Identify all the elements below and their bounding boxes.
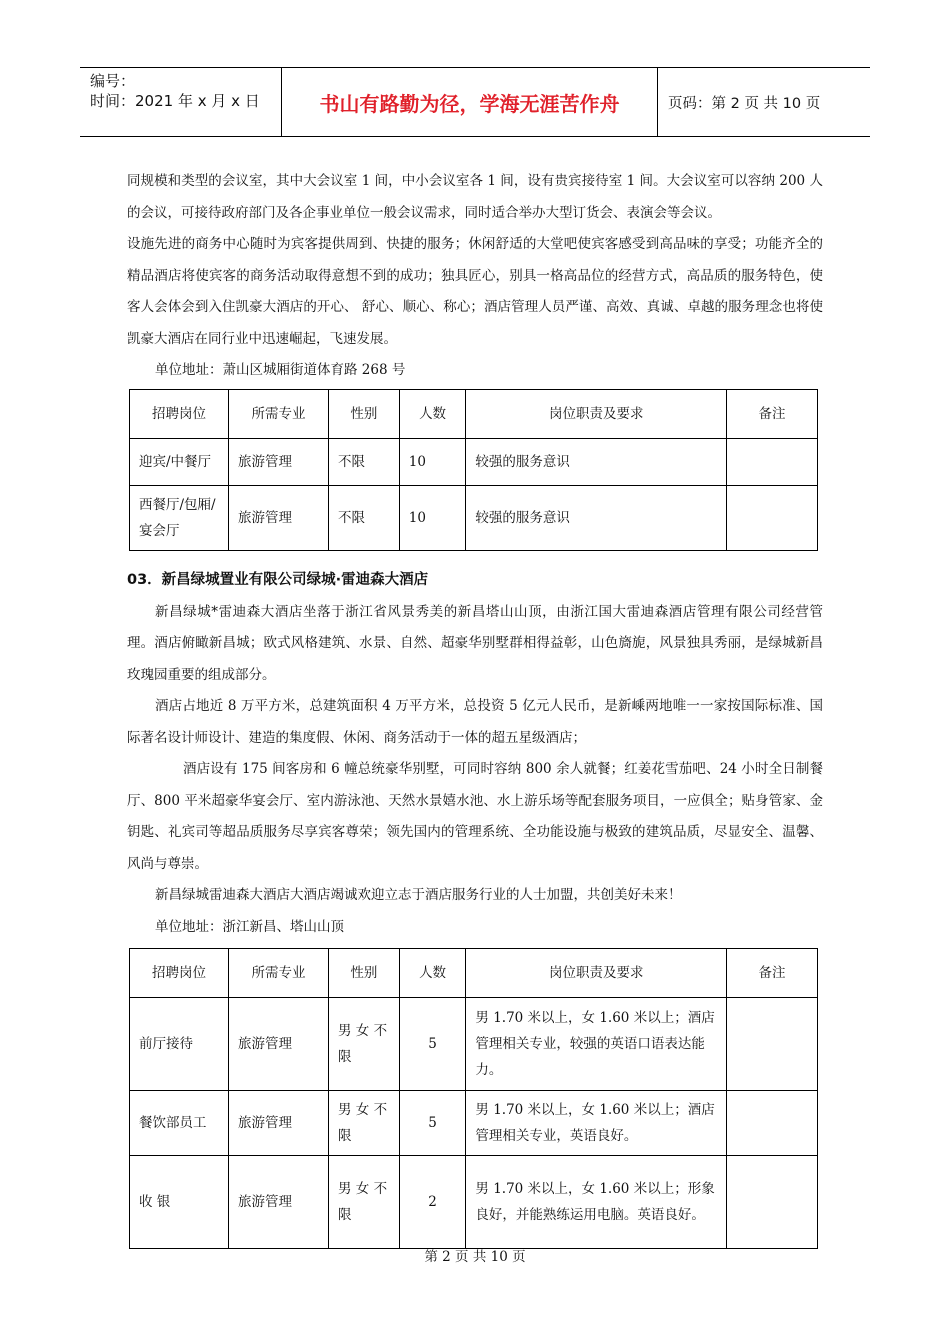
- major-cell: 旅游管理: [229, 438, 329, 485]
- count-cell: 5: [399, 998, 466, 1091]
- recruitment-table-kaihao: [129, 389, 818, 551]
- page-footer: 第 2 页 共 10 页: [424, 1249, 526, 1265]
- paragraph: 酒店占地近 8 万平方米，总建筑面积 4 万平方米，总投资 5 亿元人民币，是新嵊两地唯一一家按国际标准、国际著名设计师设计、建造的集度假、休闲、商务活动于一体的超五星级酒店；: [127, 698, 823, 746]
- header-cell: 人数: [399, 949, 466, 998]
- header-page-label: 页码：第 2 页 共 10 页: [668, 95, 821, 112]
- header-cell: 岗位职责及要求: [466, 949, 727, 998]
- page-header: [80, 67, 870, 137]
- duty-cell: 男 1.70 米以上，女 1.60 米以上；酒店管理相关专业，英语良好。: [466, 1091, 727, 1156]
- count-cell: 10: [399, 438, 466, 485]
- major-cell: 旅游管理: [229, 485, 329, 550]
- post-cell: 收 银: [130, 1156, 229, 1249]
- duty-cell: 男 1.70 米以上，女 1.60 米以上；酒店管理相关专业，较强的英语口语表达能力。: [466, 998, 727, 1091]
- paragraph: 酒店设有 175 间客房和 6 幢总统豪华别墅，可同时容纳 800 余人就餐；红姜花雪茄吧、24 小时全日制餐厅、800 平米超豪华宴会厅、室内游泳池、天然水景嬉水池、水上游乐场等配套服务项目，一应俱全；贴身管家、金钥匙、礼宾司等超品质服务尽享宾客尊荣；领先国内的管理系统、全功能设施与极致的建筑品质，尽显安全、温馨、风尚与尊崇。: [127, 761, 823, 872]
- table-row: [130, 485, 818, 550]
- post-cell: 西餐厅/包厢/宴会厅: [130, 485, 229, 550]
- note-cell: [727, 1091, 818, 1156]
- note-cell: [727, 485, 818, 550]
- post-cell: 餐饮部员工: [130, 1091, 229, 1156]
- count-cell: 5: [399, 1091, 466, 1156]
- header-cell: 所需专业: [229, 389, 329, 438]
- major-cell: 旅游管理: [229, 1156, 329, 1249]
- header-cell: 招聘岗位: [130, 949, 229, 998]
- table-row: [130, 1156, 818, 1249]
- count-cell: 2: [399, 1156, 466, 1249]
- paragraph: 设施先进的商务中心随时为宾客提供周到、快捷的服务；休闲舒适的大堂吧使宾客感受到高品味的享受；功能齐全的精品酒店将使宾客的商务活动取得意想不到的成功；独具匠心，别具一格高品位的经营方式，高品质的服务特色，使客人会体会到入住凯豪大酒店的开心、 舒心、顺心、称心；酒店管理人员严谨、高效、真诚、卓越的服务理念也将使凯豪大酒店在同行业中迅速崛起，飞速发展。: [127, 236, 823, 347]
- duty-cell: 较强的服务意识: [466, 485, 727, 550]
- address-line: 单位地址：浙江新昌、塔山山顶: [155, 918, 344, 935]
- table-row: [130, 998, 818, 1091]
- major-cell: 旅游管理: [229, 1091, 329, 1156]
- duty-cell: 较强的服务意识: [466, 438, 727, 485]
- table-row: [130, 438, 818, 485]
- post-cell: 迎宾/中餐厅: [130, 438, 229, 485]
- header-cell: 备注: [727, 949, 818, 998]
- header-cell: 所需专业: [229, 949, 329, 998]
- duty-cell: 男 1.70 米以上，女 1.60 米以上；形象良好，并能熟练运用电脑。英语良好。: [466, 1156, 727, 1249]
- table-row: [130, 1091, 818, 1156]
- time-label: 时间：2021 年 x 月 x 日: [90, 92, 260, 110]
- paragraph: 新昌绿城*雷迪森大酒店坐落于浙江省风景秀美的新昌塔山山顶，由浙江国大雷迪森酒店管理有限公司经营管理。酒店俯瞰新昌城；欧式风格建筑、水景、自然、超豪华别墅群相得益彰，山色旖旎，风景独具秀丽，是绿城新昌玫瑰园重要的组成部分。: [127, 603, 823, 683]
- header-cell: 性别: [329, 949, 400, 998]
- note-cell: [727, 1156, 818, 1249]
- gender-cell: 男 女 不限: [329, 1156, 400, 1249]
- gender-cell: 不限: [329, 438, 400, 485]
- header-cell: 性别: [329, 389, 400, 438]
- paragraph: 同规模和类型的会议室，其中大会议室 1 间，中小会议室各 1 间，设有贵宾接待室 1 间。大会议室可以容纳 200 人的会议，可接待政府部门及各企事业单位一般会议需求，同时适合举办大型订货会、表演会等会议。: [127, 173, 823, 221]
- header-cell: 人数: [399, 389, 466, 438]
- paragraph: 新昌绿城雷迪森大酒店大酒店竭诚欢迎立志于酒店服务行业的人士加盟，共创美好未来！: [155, 887, 682, 903]
- section-title: 03．新昌绿城置业有限公司绿城·雷迪森大酒店: [127, 571, 429, 588]
- note-cell: [727, 438, 818, 485]
- gender-cell: 男 女 不限: [329, 998, 400, 1091]
- header-meta: [80, 68, 282, 136]
- header-motto: 书山有路勤为径，学海无涯苦作舟: [282, 68, 658, 136]
- number-label: 编号：: [90, 72, 136, 90]
- note-cell: [727, 998, 818, 1091]
- address-line: 单位地址：萧山区城厢街道体育路 268 号: [155, 362, 406, 378]
- header-cell: 岗位职责及要求: [466, 389, 727, 438]
- header-cell: 招聘岗位: [130, 389, 229, 438]
- gender-cell: 不限: [329, 485, 400, 550]
- page-content: [127, 166, 823, 1249]
- gender-cell: 男 女 不限: [329, 1091, 400, 1156]
- post-cell: 前厅接待: [130, 998, 229, 1091]
- table-header-row: [130, 949, 818, 998]
- major-cell: 旅游管理: [229, 998, 329, 1091]
- recruitment-table-radisson: [129, 948, 818, 1249]
- count-cell: 10: [399, 485, 466, 550]
- table-header-row: [130, 389, 818, 438]
- header-cell: 备注: [727, 389, 818, 438]
